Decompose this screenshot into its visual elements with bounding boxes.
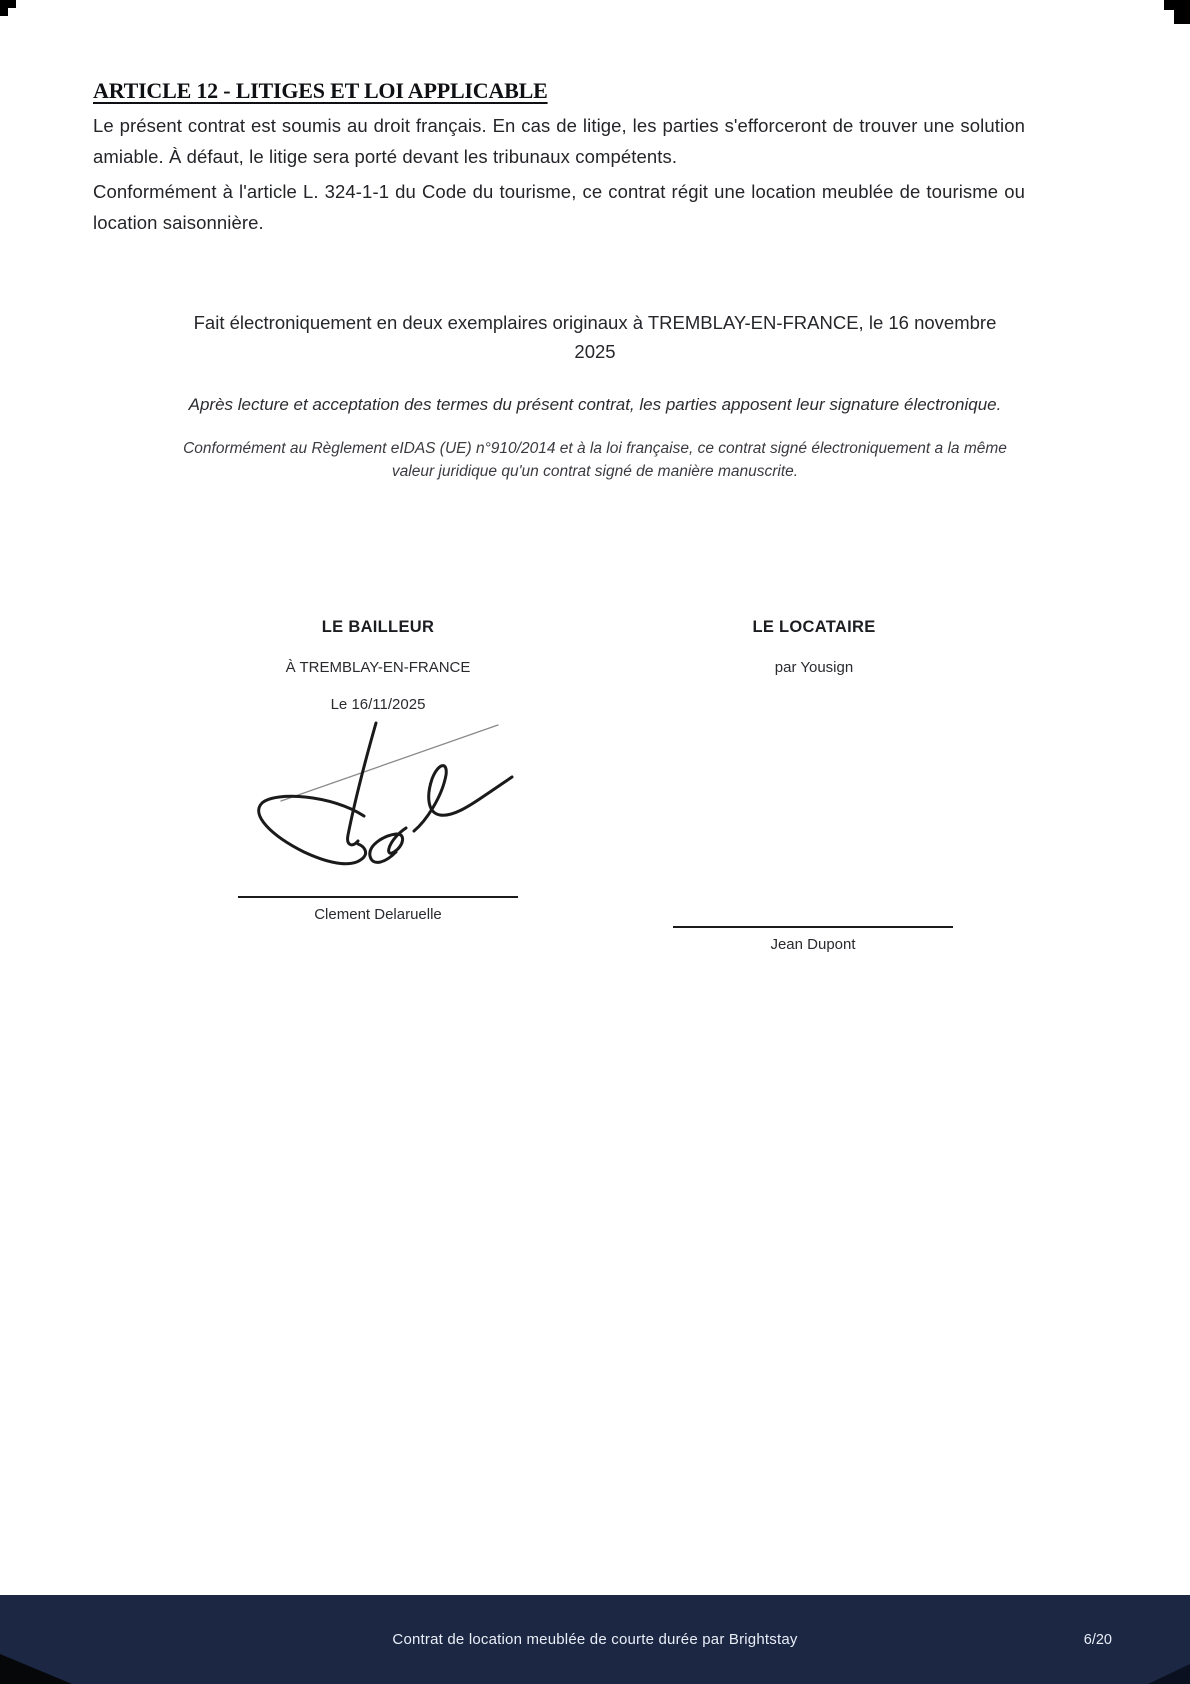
- eidas-notice-line1: Conformément au Règlement eIDAS (UE) n°910/2014 et à la loi française, ce contrat signé électroniquement a la même: [183, 440, 1007, 457]
- crop-mark-top-left-v: [0, 0, 8, 16]
- footer-text: Contrat de location meublée de courte durée par Brightstay: [392, 1631, 798, 1648]
- paragraph-droit-francais: Le présent contrat est soumis au droit français. En cas de litige, les parties s'efforceront de trouver une solution amiable. À défaut, le litige sera porté devant les tribunaux compétents.: [93, 115, 1025, 167]
- locataire-method: par Yousign: [774, 659, 854, 676]
- eidas-notice: [165, 437, 1025, 483]
- bailleur-date: Le 16/11/2025: [330, 696, 426, 713]
- article-title: ARTICLE 12 - LITIGES ET LOI APPLICABLE: [93, 78, 548, 103]
- bailleur-section-title: LE BAILLEUR: [321, 618, 435, 636]
- bailleur-name: Clement Delaruelle: [314, 906, 442, 923]
- footer-page-number: 6/20: [1083, 1631, 1112, 1648]
- eidas-notice-line2: valeur juridique qu'un contrat signé de manière manuscrite.: [391, 463, 799, 480]
- bailleur-signature-image: [246, 703, 526, 883]
- bailleur-place: À TREMBLAY-EN-FRANCE: [285, 659, 471, 676]
- locataire-section-title: LE LOCATAIRE: [752, 618, 876, 636]
- paragraph-code-tourisme: Conformément à l'article L. 324-1-1 du Code du tourisme, ce contrat régit une location meublée de tourisme ou location saisonnière.: [93, 181, 1025, 233]
- execution-statement-line2: 2025: [574, 341, 616, 362]
- footer-bar: [0, 1595, 1190, 1684]
- execution-statement: [95, 308, 1095, 366]
- locataire-signature-line: [673, 926, 953, 928]
- crop-mark-top-right-v: [1174, 0, 1190, 24]
- execution-statement-line1: Fait électroniquement en deux exemplaires originaux à TREMBLAY-EN-FRANCE, le 16 novembre: [193, 312, 997, 333]
- bailleur-signature-line: [238, 896, 518, 898]
- locataire-name: Jean Dupont: [770, 936, 856, 953]
- acceptance-statement: Après lecture et acceptation des termes du présent contrat, les parties apposent leur signature électronique.: [188, 395, 1002, 414]
